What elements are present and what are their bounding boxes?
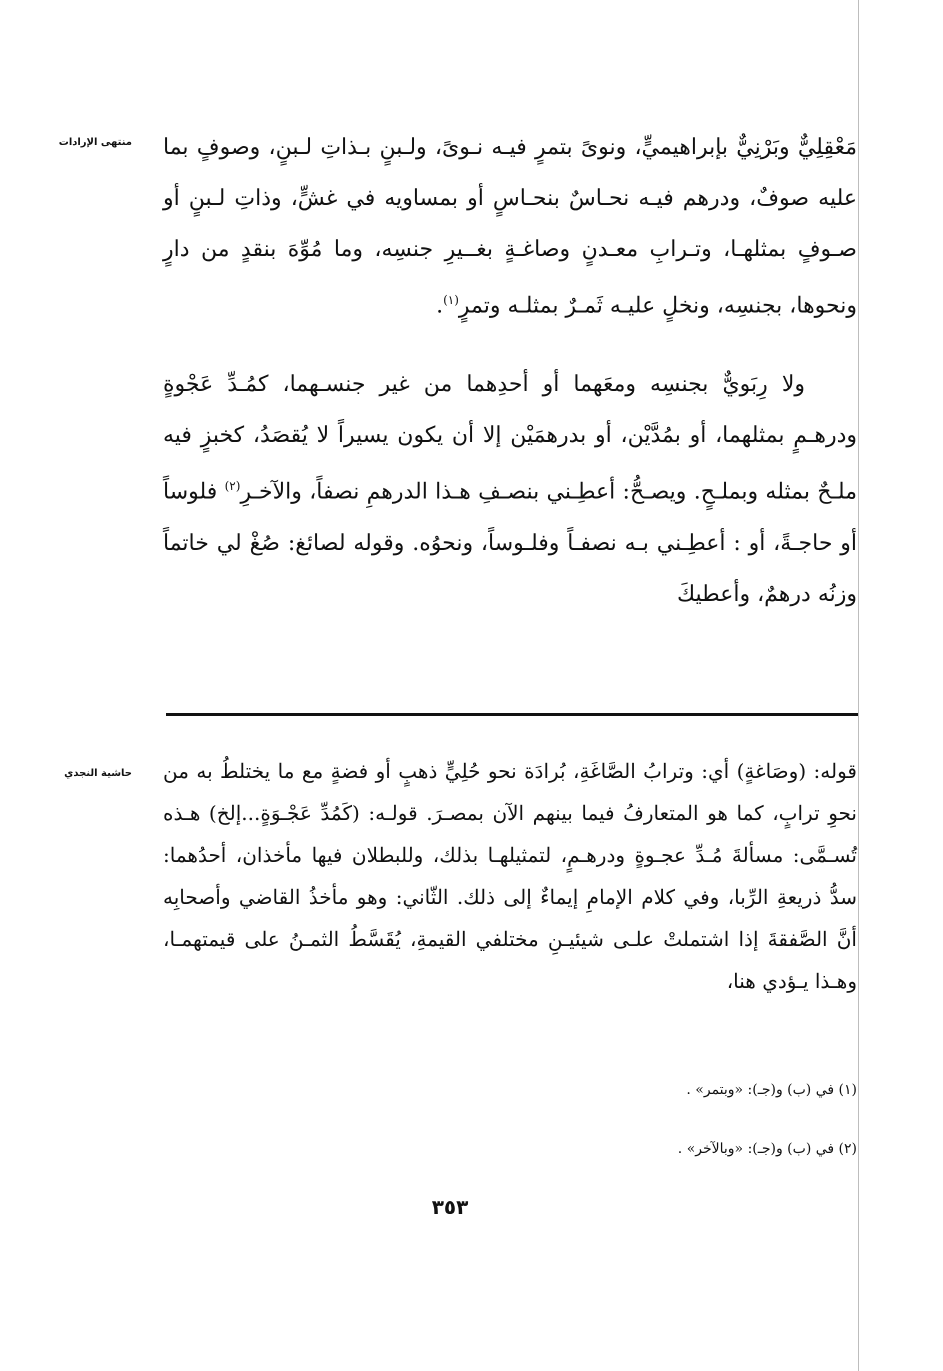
hashiya-text-block xyxy=(163,750,857,1002)
main-text-block xyxy=(163,122,857,620)
separator-rule xyxy=(166,713,858,716)
main-paragraph-1 xyxy=(163,122,857,331)
footnote-ref-2: (٢) xyxy=(224,479,241,494)
main-paragraph-2 xyxy=(163,359,857,619)
footnote-1: (١) في (ب) و(جـ): «وبتمر» . xyxy=(686,1082,857,1098)
side-label-hashiya: حاشية النجدي xyxy=(64,768,132,779)
page-edge-line xyxy=(858,0,859,1371)
main-paragraph-2-text-b: فلوساً أو حاجـةً، أو : أعطِـني بـه نصفـاً وفلـوساً، ونحوُه. وقوله لصائغ: صُغْ لي خاتماً وزنُه درهمٌ، وأعطيكَ xyxy=(163,479,857,607)
footnote-2: (٢) في (ب) و(جـ): «وبالآخر» . xyxy=(677,1141,857,1157)
page-number: ٣٥٣ xyxy=(431,1195,469,1219)
side-label-main: منتهى الإرادات xyxy=(58,137,132,148)
hashiya-paragraph: قوله: (وصَاغةٍ) أي: وترابُ الصَّاغَةِ، بُرادَة نحو حُلِيٍّ ذهبٍ أو فضةٍ مع ما يختلطُ به من نحوِ ترابٍ، كما هو المتعارفُ فيما بينهم الآن بمصـرَ. قولـه: (كَمُدِّ عَجْـوَةٍ...إلخ) هـذه تُسـمَّى: مسألةَ مُـدِّ عجـوةٍ ودرهـمٍ، لتمثيلهـا بذلك، وللبطلان فيها مأخذان، أحدُهما: سدُّ ذريعةِ الرِّبا، وفي كلام الإمامِ إيماءٌ إلى ذلك. الثّاني: وهو مأخذُ القاضي وأصحابِه أنَّ الصَّفقةَ إذا اشتملتْ علـى شيئيـنِ مختلفي القيمةِ، يُقَسَّطُ الثمـنُ على قيمتهمـا، وهـذا يـؤدي هنا، xyxy=(163,759,857,993)
main-paragraph-1-text: مَعْقِلِيٌّ وبَرْنِيٌّ بإبراهيميٍّ، ونوىً بتمرٍ فيـه نـوىً، ولـبنٍ بـذاتِ لـبنٍ، وصوفٍ بما عليه صوفٌ، ودرهم فيـه نحـاسٌ بنحـاسٍ أو بمساويه في غشٍّ، وذاتِ لـبنٍ أو صـوفٍ بمثلهـا، وتـرابِ معـدنٍ وصاغـةٍ بغــيرِ جنسِه، وما مُوِّهَ بنقدٍ من دارٍ ونحوها، بجنسِه، ونخلٍ عليـه ثَمـرٌ بمثلـه وتمرٍ xyxy=(163,135,857,319)
main-paragraph-1-end: . xyxy=(436,293,444,319)
footnote-ref-1: (١) xyxy=(443,293,459,307)
main-paragraph-2-text-a: ولا رِبَويٌّ بجنسِه ومعَهما أو أحدِهما من غير جنسـهما، كمُـدِّ عَجْوةٍ ودرهـمٍ بمثلهما، أو بمُدَّيْن، أو بدرهمَيْن إلا أن يكون يسيراً لا يُقصَدُ، كخبزٍ فيه ملـحٌ بمثله وبملـحٍ. ويصـحُّ: أعطِـني بنصـفِ هـذا الدرهمِ نصفاً، والآخـرِ xyxy=(163,372,857,505)
